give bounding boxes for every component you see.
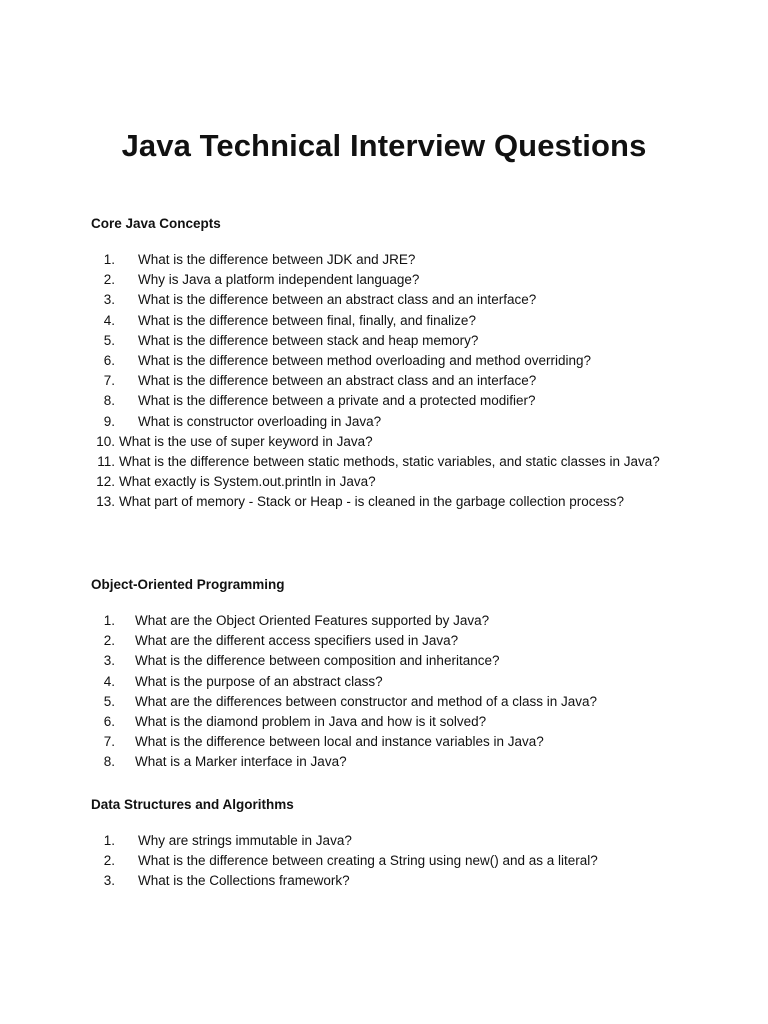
item-text: What is the difference between local and instance variables in Java? (135, 734, 544, 750)
section-heading: Core Java Concepts (91, 216, 221, 231)
list-item (91, 611, 691, 631)
list-item (91, 831, 691, 851)
list-item (91, 472, 691, 492)
item-number: 2. (103, 853, 115, 869)
list-item (91, 651, 691, 671)
list-item (91, 432, 691, 452)
item-number: 3. (103, 873, 115, 889)
item-text: What is the difference between static methods, static variables, and static classes in Java? (119, 454, 660, 470)
question-list (91, 831, 691, 892)
question-list (91, 250, 691, 513)
item-number: 4. (103, 673, 115, 689)
list-item (91, 712, 691, 732)
item-number: 9. (103, 413, 115, 429)
item-number: 8. (103, 754, 115, 770)
list-item (91, 351, 691, 371)
item-text: What part of memory - Stack or Heap - is cleaned in the garbage collection process? (119, 494, 624, 510)
list-item (91, 391, 691, 411)
item-text: What is the use of super keyword in Java? (119, 433, 373, 449)
list-item (91, 672, 691, 692)
list-item (91, 851, 691, 871)
item-number: 7. (103, 734, 115, 750)
item-number: 5. (103, 332, 115, 348)
list-item (91, 412, 691, 432)
item-text: What is a Marker interface in Java? (135, 754, 347, 770)
item-text: What is the difference between an abstract class and an interface? (138, 373, 537, 389)
item-number: 1. (103, 252, 115, 267)
section-data-structures (91, 796, 691, 892)
question-list (91, 611, 691, 773)
item-text: What are the different access specifiers used in Java? (135, 633, 459, 649)
list-item (91, 752, 691, 772)
section-oop (91, 576, 691, 773)
item-text: What is the difference between JDK and JRE? (138, 252, 416, 267)
section-core-java (91, 215, 691, 513)
item-text: What is the difference between composition and inheritance? (135, 653, 500, 669)
item-text: Why is Java a platform independent language? (138, 272, 420, 288)
item-number: 5. (103, 693, 115, 709)
item-text: What is the difference between stack and heap memory? (138, 332, 479, 348)
item-number: 7. (103, 373, 115, 389)
item-number: 1. (103, 613, 115, 628)
item-text: Why are strings immutable in Java? (138, 833, 352, 848)
item-text: What is the difference between creating a String using new() and as a literal? (138, 853, 598, 869)
item-number: 1. (103, 833, 115, 848)
item-text: What is the Collections framework? (138, 873, 350, 889)
item-number: 6. (103, 353, 115, 369)
item-number: 2. (103, 272, 115, 288)
item-text: What is constructor overloading in Java? (138, 413, 382, 429)
item-number: 10. (96, 433, 115, 449)
item-number: 11. (97, 454, 115, 470)
item-text: What is the difference between an abstract class and an interface? (138, 292, 537, 308)
list-item (91, 492, 691, 512)
list-item (91, 371, 691, 391)
item-text: What is the difference between final, finally, and finalize? (138, 312, 476, 328)
list-item (91, 692, 691, 712)
list-item (91, 871, 691, 891)
item-text: What are the Object Oriented Features supported by Java? (135, 613, 490, 628)
list-item (91, 331, 691, 351)
list-item (91, 452, 691, 472)
item-number: 3. (103, 653, 115, 669)
item-text: What are the differences between constructor and method of a class in Java? (135, 693, 598, 709)
list-item (91, 732, 691, 752)
list-item (91, 270, 691, 290)
item-number: 3. (103, 292, 115, 308)
item-number: 12. (96, 474, 115, 490)
list-item (91, 631, 691, 651)
list-item (91, 250, 691, 270)
item-text: What is the purpose of an abstract class? (135, 673, 383, 689)
item-number: 13. (96, 494, 115, 510)
item-text: What is the difference between method overloading and method overriding? (138, 353, 592, 369)
item-number: 2. (103, 633, 115, 649)
item-number: 4. (103, 312, 115, 328)
item-number: 8. (103, 393, 115, 409)
section-heading: Data Structures and Algorithms (91, 797, 294, 812)
item-text: What exactly is System.out.println in Java? (119, 474, 376, 490)
list-item (91, 311, 691, 331)
item-text: What is the difference between a private and a protected modifier? (138, 393, 536, 409)
section-heading: Object-Oriented Programming (91, 577, 285, 592)
item-number: 6. (103, 714, 115, 730)
page-title: Java Technical Interview Questions (121, 128, 647, 163)
item-text: What is the diamond problem in Java and how is it solved? (135, 714, 487, 730)
list-item (91, 290, 691, 310)
